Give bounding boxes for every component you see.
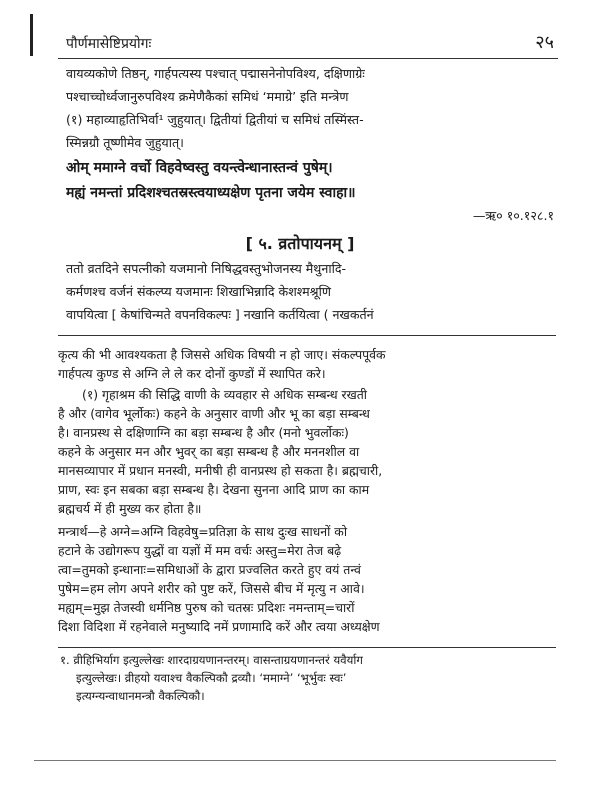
binding-edge (30, 14, 33, 56)
footnote-line: इत्यग्न्यन्वाधानमन्त्रौ वैकल्पिकौ। (76, 689, 205, 703)
section-heading: [ ५. व्रतोपायनम् ] (245, 234, 355, 253)
commentary-line: मन्त्रार्थ—हे अग्ने=अग्नि विहवेषु=प्रतिज्ञा के साथ दुःख साधनों को (58, 524, 348, 539)
commentary-line: त्वा=तुमको इन्धानाः=समिधाओं के द्वारा प्रज्वलित करते हुए वयं तन्वं (58, 562, 361, 577)
footnote-rule (58, 647, 556, 648)
commentary-line: है और (वागेव भूर्लोकः) कहने के अनुसार वाणी और भू का बड़ा सम्बन्ध (58, 406, 370, 421)
commentary-line: गार्हपत्य कुण्ड से अग्नि ले ले कर दोनों कुण्डों में स्थापित करे। (58, 366, 326, 381)
commentary-line: है। वानप्रस्थ से दक्षिणाग्नि का बड़ा सम्बन्ध है और (मनो भुवर्लोकः) (58, 425, 349, 440)
mantra-line: मह्यं नमन्तां प्रदिशश्चतस्रस्त्वयाध्यक्षेण पृतना जयेम स्वाहा॥ (66, 185, 356, 201)
text-line: पश्चाच्चोर्ध्वजानुरुपविश्य क्रमेणैकैकां समिधं ‘ममाग्रे’ इति मन्त्रेण (66, 89, 349, 104)
page-bottom-edge (34, 760, 556, 761)
text-line: (१) महाव्याहृतिभिर्वा¹ जुहुयात्। द्वितीयां द्वितीयां च समिधं तस्मिंस्त- (66, 112, 364, 127)
commentary-line: मानसव्यापार में प्रधान मनस्वी, मनीषी ही वानप्रस्थ हो सकता है। ब्रह्मचारी, (58, 463, 383, 478)
rigveda-reference: —ऋ० १०.१२८.१ (472, 208, 554, 223)
commentary-line: मह्यम्=मुझ तेजस्वी धर्मनिष्ठ पुरुष को चतस्रः प्रदिशः नमन्ताम्=चारों (58, 600, 355, 615)
commentary-line: कहने के अनुसार मन और भुवर् का बड़ा सम्बन्ध है और मननशील वा (58, 444, 360, 459)
mantra-line: ओम् ममाग्ने वर्चो विहवेष्वस्तु वयन्त्वेन्धानास्तन्वं पुषेम्। (66, 160, 333, 176)
running-title: पौर्णमासेष्टिप्रयोगः (66, 36, 152, 52)
text-line: वापयित्वा [ केषांचिन्मते वपनविकल्पः ] नखानि कर्तयित्वा ( नखकर्तनं (66, 307, 374, 322)
commentary-line: हटाने के उद्योगरूप युद्धों वा यज्ञों में मम वर्चः अस्तु=मेरा तेज बढ़े (58, 543, 342, 558)
commentary-line: दिशा विदिशा में रहनेवाले मनुष्यादि नमें प्रणामादि करें और त्वया अध्यक्षेण (58, 619, 380, 634)
commentary-line: प्राण, स्वः इन सबका बड़ा सम्बन्ध है। देखना सुनना आदि प्राण का काम (58, 482, 370, 497)
footnote-line: १. व्रीहिभिर्याग इत्युल्लेखः शारदाग्रयणानन्तरम्। वासन्ताग्रयणानन्तरं यवैर्याग (60, 653, 363, 667)
header-rule (58, 58, 558, 59)
text-line: वायव्यकोणे तिष्ठन्, गार्हपत्यस्य पश्चात् पद्मासनेनोपविश्य, दक्षिणाग्रेः (66, 66, 365, 81)
page-number: २५ (535, 32, 554, 53)
commentary-line: पुषेम=हम लोग अपने शरीर को पुष्ट करें, जिससे बीच में मृत्यु न आवे। (58, 581, 365, 596)
commentary-line: कृत्य की भी आवश्यकता है जिससे अधिक विषयी न हो जाए। संकल्पपूर्वक (58, 347, 386, 362)
running-header (66, 34, 554, 56)
text-line: ततो व्रतदिने सपत्नीको यजमानो निषिद्धवस्तुभोजनस्य मैथुनादि- (66, 261, 347, 276)
text-line: स्मिन्नग्रौ तूष्णीमेव जुहुयात्। (66, 135, 184, 150)
commentary-line: (१) गृहाश्रम की सिद्धि वाणी के व्यवहार से अधिक सम्बन्ध रखती (82, 387, 368, 402)
text-line: कर्मणश्च वर्जनं संकल्प्य यजमानः शिखाभिन्नादि केशश्मश्रूणि (66, 284, 331, 299)
section-divider (58, 335, 556, 336)
footnote-line: इत्युल्लेखः। व्रीहयो यवाश्च वैकल्पिकौ द्रव्यौ। ‘ममाग्ने’ ‘भूर्भुवः स्वः’ (76, 671, 347, 685)
commentary-line: ब्रह्मचर्य में ही मुख्य कर होता है॥ (58, 501, 202, 516)
